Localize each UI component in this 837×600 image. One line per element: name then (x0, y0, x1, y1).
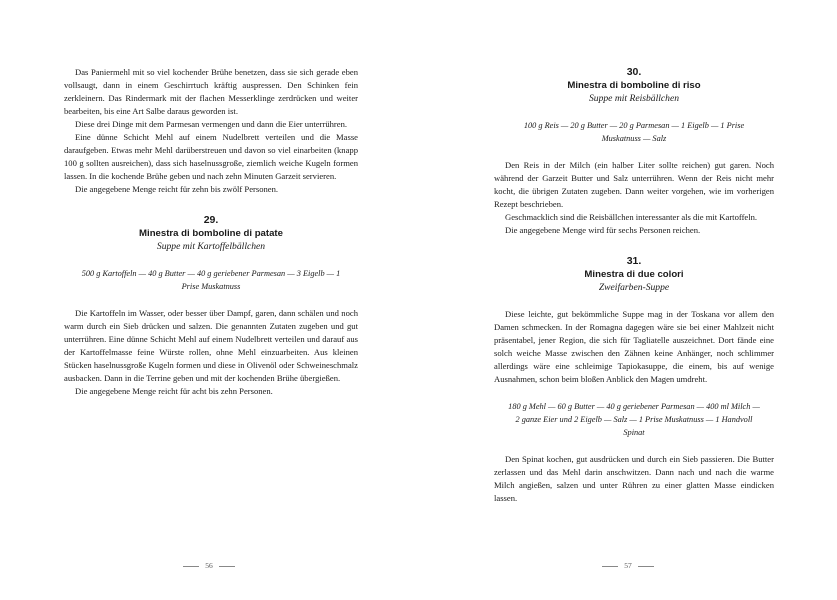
ingredient-list: 100 g Reis — 20 g Butter — 20 g Parmesan — 1 Eigelb — 1 Prise Muskatnuss — Salz (523, 121, 745, 143)
left-page (0, 0, 418, 600)
page-number: 56 (0, 561, 418, 570)
left-column (64, 66, 358, 398)
paragraph: Die Kartoffeln im Wasser, oder besser über Dampf, garen, dann schälen und noch warm durch ein Sieb drücken und salzen. Die genannten Zutaten zugeben und gut unterrühren. Eine dünne Schicht Mehl auf einem Nudelbrett verteilen und darauf aus der Kartoffelmasse feine Würste rollen, ohne Mehl einzuarbeiten. Aus kleinen Stücken haselnussgroße Kugeln formen und diese in Olivenöl oder Schweineschmalz ausbacken. Dann in die Terrine geben und mit der kochenden Brühe übergießen. (64, 308, 358, 383)
right-page (419, 0, 837, 600)
paragraph: Diese drei Dinge mit dem Parmesan vermengen und dann die Eier unterrühren. (75, 119, 348, 129)
page-number: 57 (419, 561, 837, 570)
paragraph: Die angegebene Menge wird für sechs Personen reichen. (505, 225, 701, 235)
recipe-subtitle: Suppe mit Reisbällchen (588, 93, 680, 104)
recipe-number: 31. (626, 255, 642, 267)
recipe-number: 30. (626, 66, 642, 78)
recipe-title: Minestra di bomboline di patate (139, 228, 283, 239)
recipe-title: Minestra di bomboline di riso (567, 80, 701, 91)
ingredient-list: 500 g Kartoffeln — 40 g Butter — 40 g geriebener Parmesan — 3 Eigelb — 1 Prise Muskatnuss (81, 269, 341, 291)
paragraph: Den Reis in der Milch (ein halber Liter sollte reichen) gut garen. Noch während der Garzeit Butter und Salz unterrühren. Wenn der Reis nicht mehr kocht, die übrigen Zutaten zugeben. Dann weiter vorgehen, wie im vorherigen Rezept beschrieben. (494, 160, 774, 209)
paragraph: Eine dünne Schicht Mehl auf einem Nudelbrett verteilen und die Masse daraufgeben. Etwas mehr Mehl darüberstreuen und davon so viel einarbeiten (knapp 100 g sollten ausreichen), dass sich haselnussgroße, ziemlich weiche Kugeln formen lassen. In die kochende Brühe geben und nach zehn Minuten Garzeit servieren. (64, 132, 358, 181)
recipe-number: 29. (203, 214, 219, 226)
ingredient-list: 180 g Mehl — 60 g Butter — 40 g geriebener Parmesan — 400 ml Milch — 2 ganze Eier und 2 Eigelb — Salz — 1 Prise Muskatnuss — 1 Handvoll Spinat (508, 402, 760, 437)
right-column (494, 66, 774, 505)
recipe-subtitle: Zweifarben-Suppe (598, 282, 670, 293)
paragraph: Die angegebene Menge reicht für acht bis zehn Personen. (75, 386, 273, 396)
recipe-title: Minestra di due colori (584, 269, 684, 280)
recipe-subtitle: Suppe mit Kartoffelbällchen (156, 241, 266, 252)
paragraph: Das Paniermehl mit so viel kochender Brühe benetzen, dass sie sich gerade eben vollsaugt, dann in einem Geschirrtuch kräftig auspressen. Den Schinken fein zerkleinern. Das Rindermark mit der flachen Messerklinge zerdrücken und weiter bearbeiten, bis eine Art Salbe daraus geworden ist. (64, 67, 358, 116)
paragraph: Die angegebene Menge reicht für zehn bis zwölf Personen. (75, 184, 279, 194)
paragraph: Den Spinat kochen, gut ausdrücken und durch ein Sieb passieren. Die Butter zerlassen und das Mehl darin anschwitzen. Dann nach und nach die warme Milch angießen, salzen und unter Rühren zu einer glatten Masse eindicken lassen. (494, 454, 774, 503)
paragraph: Diese leichte, gut bekömmliche Suppe mag in der Toskana vor allem den Damen schmecken. In der Romagna dagegen wäre sie bei einer Mahlzeit nicht präsentabel, jener Region, die sich für Tagliatelle auszeichnet. Dort fände eine solch weiche Masse zwischen den Zähnen keine Anhänger, noch schlimmer allerdings wäre eine schleimige Tapiokasuppe, die einem, bis auf wenige Ausnahmen, schon beim bloßen Anblick den Magen umdreht. (494, 309, 774, 384)
paragraph: Geschmacklich sind die Reisbällchen interessanter als die mit Kartoffeln. (505, 212, 758, 222)
